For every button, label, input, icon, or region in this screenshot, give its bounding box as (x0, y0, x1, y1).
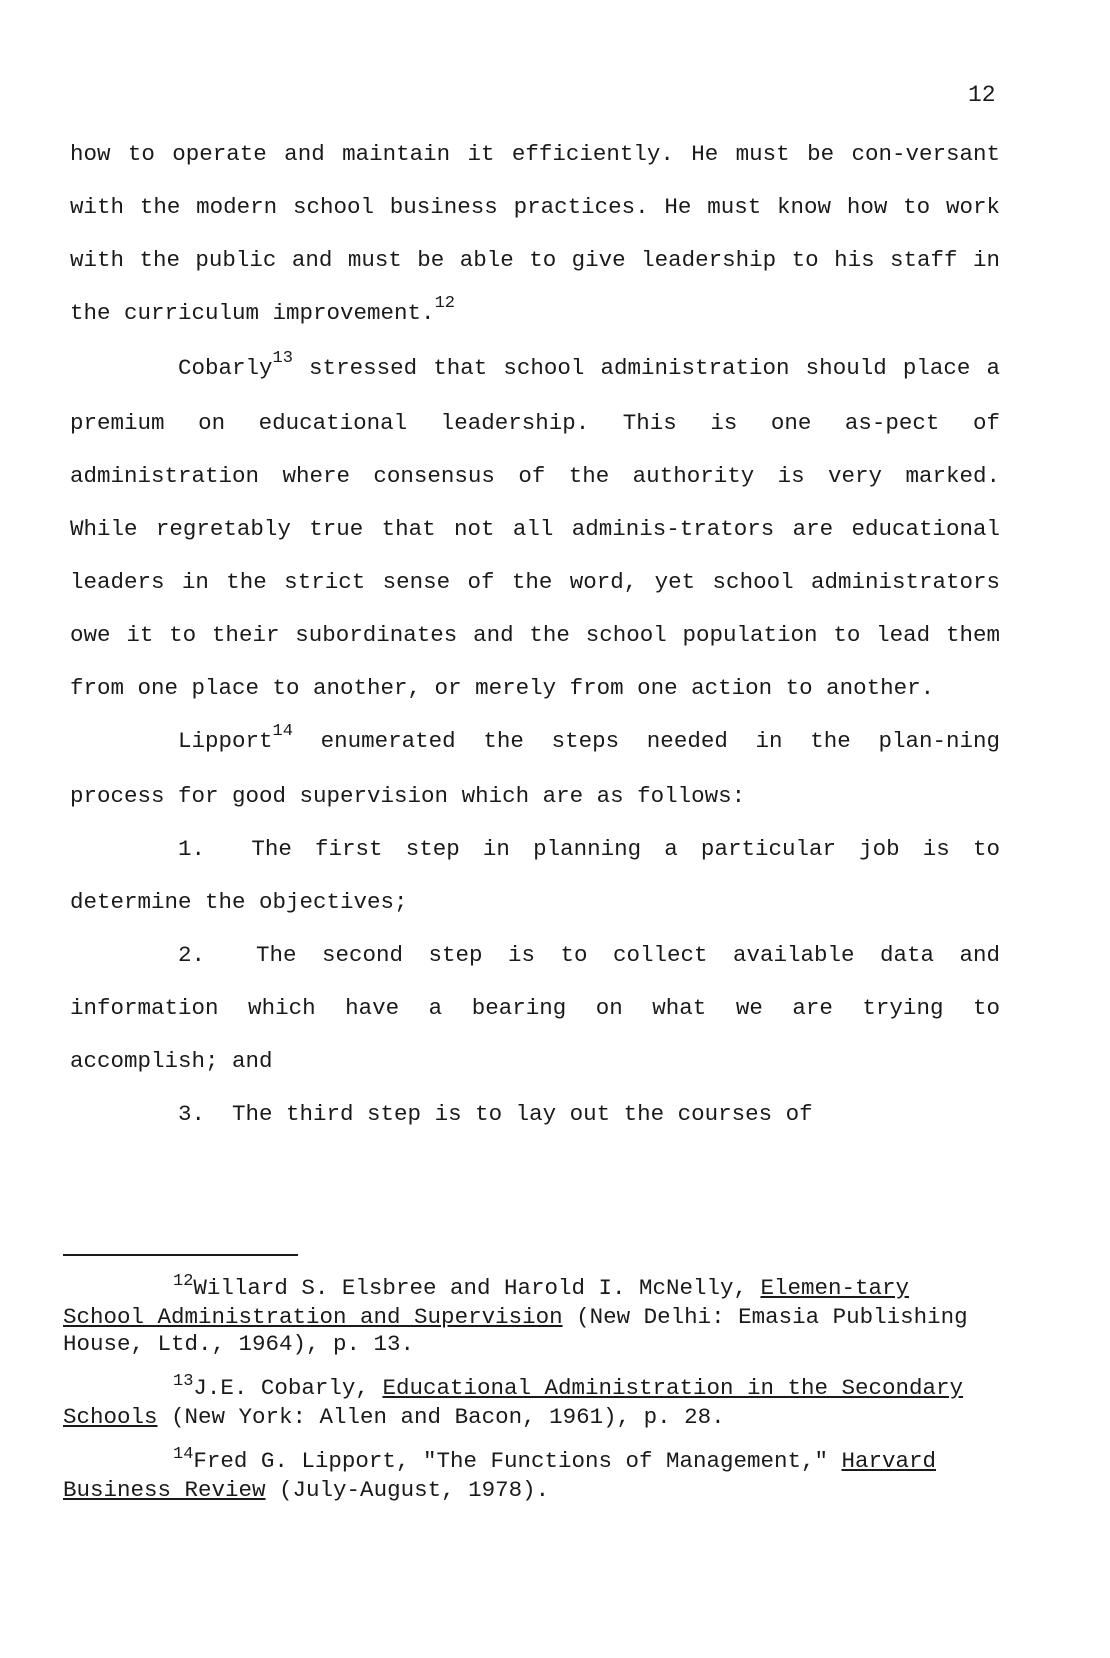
step-text: The second step is to collect available data and information which have a bearing on what we are trying to accomplish; and (70, 942, 1000, 1074)
body-text (70, 128, 1000, 1141)
footnote-publication: (New Delhi: Emasia Publishing House, Ltd., 1964), p. 13. (63, 1304, 968, 1357)
paragraph-1-text: how to operate and maintain it efficiently. He must be con-versant with the modern school business practices. He must know how to work with the public and must be able to give leadership to his staff in the curriculum improvement. (70, 141, 1000, 326)
paragraph-3 (70, 715, 1000, 823)
footnote-title: Harvard Business Review (63, 1448, 937, 1503)
paragraph-2-lead: Cobarly (178, 355, 273, 381)
step-number: 3. (178, 1101, 206, 1127)
step-1 (70, 823, 1000, 929)
footnote-publication: (New York: Allen and Bacon, 1961), p. 28. (157, 1404, 725, 1430)
paragraph-2-text: stressed that school administration should place a premium on educational leadership. This is one as-pect of administration where consensus of the authority is very marked. While regretably true that not all adminis-trators are educational leaders in the strict sense of the word, yet school administrators owe it to their subordinates and the school population to lead them from one place to another, or merely from one action to another. (70, 355, 1000, 701)
footnote-number: 13 (173, 1372, 194, 1391)
footnote-author: Willard S. Elsbree and Harold I. McNelly, (193, 1275, 761, 1301)
footnote-number: 12 (173, 1272, 194, 1291)
footnote-ref-13: 13 (272, 349, 293, 368)
footnotes (63, 1272, 998, 1521)
footnote-14 (63, 1445, 998, 1504)
footnote-ref-12: 12 (434, 294, 455, 313)
footnote-13 (63, 1372, 998, 1431)
paragraph-3-lead: Lipport (178, 728, 273, 754)
footnote-title: Elemen-tary School Administration and Supervision (63, 1275, 910, 1330)
footnote-publication: (July-August, 1978). (265, 1477, 550, 1503)
step-text: The third step is to lay out the courses of (232, 1101, 813, 1127)
step-text: The first step in planning a particular job is to determine the objectives; (70, 836, 1000, 915)
page-number: 12 (968, 82, 996, 108)
footnote-ref-14: 14 (272, 722, 293, 741)
step-3 (70, 1088, 1000, 1141)
paragraph-2 (70, 342, 1000, 715)
footnote-author: Fred G. Lipport, "The Functions of Management," (193, 1448, 842, 1474)
footnote-12 (63, 1272, 998, 1358)
step-2 (70, 929, 1000, 1088)
footnote-divider (63, 1254, 298, 1256)
footnote-number: 14 (173, 1445, 194, 1464)
footnote-author: J.E. Cobarly, (193, 1375, 383, 1401)
paragraph-3-text: enumerated the steps needed in the plan-ning process for good supervision which are as follows: (70, 728, 1000, 809)
step-number: 2. (178, 942, 206, 968)
footnote-title: Educational Administration in the Secondary Schools (63, 1375, 964, 1430)
step-number: 1. (178, 836, 206, 862)
paragraph-1 (70, 128, 1000, 342)
